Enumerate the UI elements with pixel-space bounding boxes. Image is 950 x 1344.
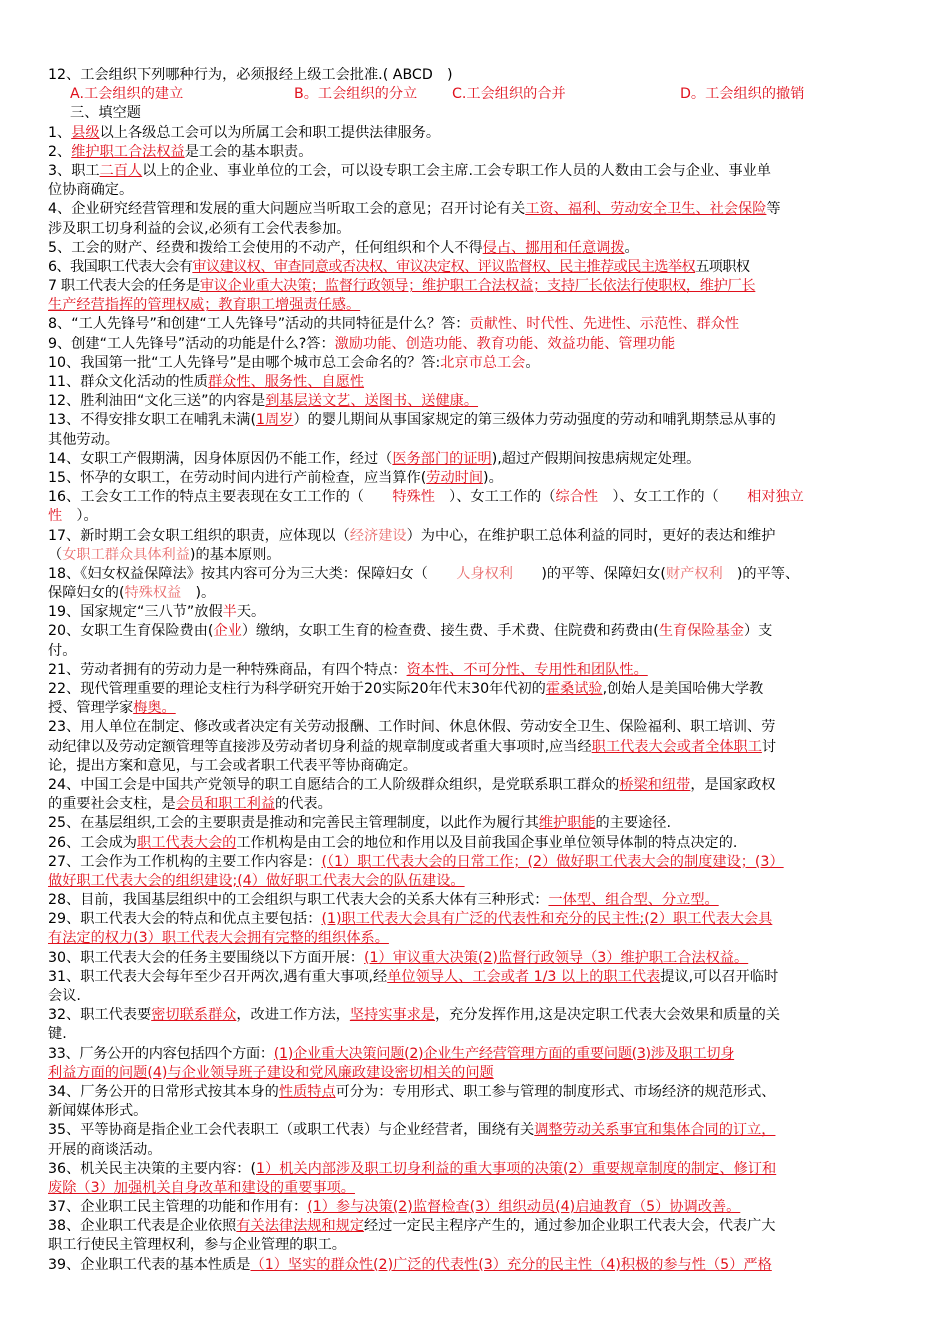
question-text: 会议. [48, 988, 81, 1004]
item-4 [48, 200, 908, 219]
answer-text: 废除（3）加强机关自身改革和建设的重要事项。 [48, 1179, 355, 1196]
question-text: ）。 [62, 508, 98, 525]
item-33 [48, 1045, 908, 1064]
answer-text: 职工代表大会的 [137, 834, 237, 851]
item-19 [48, 603, 908, 622]
question-text: 12、工会组织下列哪种行为，必须报经上级工会批准.( ABCD ) [48, 67, 453, 83]
question-text: 22、现代管理重要的理论支柱行为科学研究开始于20实际20年代末30年代初的 [48, 681, 546, 697]
item-25 [48, 814, 908, 833]
question-text: ）、女工工作的（ [598, 489, 748, 506]
question-text: 16、工会女工工作的特点主要表现在女工工作的（ [48, 489, 393, 506]
item-29-cont [48, 929, 908, 948]
question-text: 11、群众文化活动的性质 [48, 374, 208, 390]
option-d: D。工会组织的撤销 [680, 86, 805, 103]
item-4-cont [48, 220, 908, 239]
item-16 [48, 488, 908, 507]
item-27-cont [48, 872, 908, 891]
question-text: 3、职工 [48, 162, 100, 179]
item-23-cont [48, 738, 908, 757]
question-text: 31、职工代表大会每年至少召开两次,遇有重大事项,经 [48, 968, 388, 985]
answer-text: 激励功能、创造功能、教育功能、效益功能、管理功能 [334, 335, 676, 352]
item-11 [48, 373, 908, 392]
question-text: 15、怀孕的女职工，在劳动时间内进行产前检查，应当算作( [48, 469, 427, 486]
answer-text: (（1）职工代表大会的日常工作；(2）做好职工代表大会的制度建设；(3） [321, 853, 784, 870]
question-text: 其他劳动。 [48, 431, 119, 448]
question-text: 9、创建“工人先锋号”活动的功能是什么?答： [48, 335, 335, 352]
item-31-cont [48, 987, 908, 1006]
answer-text: 性 [48, 508, 63, 525]
answer-text: 贡献性、时代性、先进性、示范性、群众性 [469, 316, 740, 333]
answer-text: 群众性、服务性、自愿性 [207, 374, 365, 390]
answer-text: 劳动时间 [426, 469, 484, 486]
option-c: C.工会组织的合并 [452, 86, 566, 103]
item-38 [48, 1217, 908, 1236]
question-text: 讨 [761, 738, 777, 755]
answer-text: (1)职工代表大会具有广泛的代表性和充分的民主性;(2）职工代表大会具 [321, 911, 773, 928]
question-text: 新闻媒体形式。 [48, 1103, 148, 1120]
question-text: 4、企业研究经营管理和发展的重大问题应当听取工会的意见；召开讨论有关 [48, 201, 526, 218]
option-a: A.工会组织的建立 [70, 86, 184, 103]
question-text: 14、女职工产假期满，因身体原因仍不能工作，经过（ [48, 450, 393, 467]
answer-text: （1）坚实的群众性(2)广泛的代表性(3）充分的民主性（4)积极的参与性（5）严格 [250, 1256, 772, 1273]
question-text: 29、职工代表大会的特点和优点主要包括： [48, 911, 322, 928]
question-text: 职工行使民主管理权利，参与企业管理的职工。 [48, 1237, 346, 1254]
item-2 [48, 143, 908, 162]
question-text: 24、中国工会是中国共产党领导的职工自愿结合的工人阶级群众组织，是党联系职工群众的 [48, 776, 620, 793]
question-text: 20、女职工生育保险费由( [48, 623, 214, 640]
item-20-cont [48, 642, 908, 661]
item-38-cont [48, 1236, 908, 1255]
answer-text: 一体型、组合型、分立型。 [548, 892, 719, 909]
question-text: 位协商确定。 [48, 182, 134, 199]
question-text: 38、企业职工代表是企业依照 [48, 1218, 237, 1235]
question-text: 五项职权 [695, 258, 750, 275]
item-1 [48, 124, 908, 143]
question-text: 34、厂务公开的日常形式按其本身的 [48, 1083, 279, 1100]
item-12 [48, 392, 908, 411]
item-10 [48, 354, 908, 373]
question-text: 。 [525, 354, 540, 371]
item-26 [48, 834, 908, 853]
question-text: 33、厂务公开的内容包括四个方面： [48, 1045, 274, 1062]
question-12-stem [48, 66, 908, 85]
item-3 [48, 162, 908, 181]
answer-text: 单位领导人、工会或者 1/3 以上的职工代表 [387, 968, 661, 985]
answer-text: 做好职工代表大会的组织建设;(4）做好职工代表大会的队伍建设。 [48, 872, 465, 889]
answer-text: 县级 [71, 124, 100, 141]
item-3-cont [48, 181, 908, 200]
item-16-cont [48, 507, 908, 526]
answer-text: 梅奥。 [133, 700, 176, 717]
answer-text: 维护职能 [538, 815, 596, 832]
question-text: ),超过产假期间按患病规定处理。 [491, 450, 701, 467]
question-text: 25、在基层组织,工会的主要职责是推动和完善民主管理制度，以此作为履行其 [48, 815, 539, 832]
item-21 [48, 661, 908, 680]
question-text: 等 [766, 201, 781, 218]
answer-text: 资本性、不可分性、专用性和团队性。 [406, 661, 648, 678]
item-8 [48, 315, 908, 334]
question-text: 动纪律以及劳动定额管理等直接涉及劳动者切身利益的规章制度或者重大事项时,应当经 [48, 738, 592, 755]
question-text: 的主要途径. [595, 815, 671, 832]
item-35-cont [48, 1141, 908, 1160]
answer-text: 会员和职工利益 [175, 796, 276, 813]
question-text: ）、女工工作的（ [434, 489, 556, 506]
question-text: ）支 [743, 623, 773, 640]
section-title: 三、填空题 [70, 105, 141, 122]
item-24 [48, 776, 908, 795]
question-text: 付。 [48, 642, 77, 659]
item-39 [48, 1256, 908, 1275]
item-17 [48, 527, 908, 546]
answer-text: 到基层送文艺、送图书、送健康。 [265, 393, 479, 410]
question-text: ,创始人是美国哈佛大学教 [602, 681, 764, 697]
answer-text: 特殊性 [392, 489, 435, 506]
answer-text: 职工代表大会或者全体职工 [591, 738, 762, 755]
answer-text: 有关法律法规和规定 [236, 1218, 365, 1235]
item-13 [48, 411, 908, 430]
item-23-cont2 [48, 757, 908, 776]
question-text: 的代表。 [275, 796, 332, 813]
answer-text: 性质特点 [278, 1083, 336, 1100]
item-13-cont [48, 431, 908, 450]
question-text: 天。 [236, 604, 266, 621]
item-31 [48, 968, 908, 987]
question-text: ，充分发挥作用,这是决定职工代表大会效果和质量的关 [434, 1007, 780, 1024]
answer-text: 调整劳动关系事宜和集体合同的订立， [534, 1122, 776, 1139]
question-text: 键. [48, 1026, 67, 1043]
answer-text: 综合性 [555, 489, 599, 506]
answer-text: 生产经营指挥的管理权威；教育职工增强责任感。 [48, 297, 361, 314]
question-text: 32、职工代表要 [48, 1007, 152, 1024]
question-text: 经过一定民主程序产生的，通过参加企业职工代表大会，代表广大 [364, 1218, 776, 1235]
answer-text: 利益方面的问题(4)与企业领导班子建设和党风廉政建设密切相关的问题 [48, 1064, 494, 1081]
answer-text: 侵占、挪用和任意调拨 [482, 239, 625, 256]
answer-text: 企业 [213, 623, 242, 640]
question-text: 23、用人单位在制定、修改或者决定有关劳动报酬、工作时间、休息休假、劳动安全卫生、保险福利、职工培训、劳 [48, 719, 776, 736]
question-text: 6、我国职工代表大会有 [48, 258, 193, 275]
item-20 [48, 622, 908, 641]
item-17-cont [48, 546, 908, 565]
question-text: 是工会的基本职责。 [184, 143, 313, 160]
answer-text: 二百人 [99, 162, 143, 179]
item-6 [48, 258, 908, 277]
question-text: 36、机关民主决策的主要内容：( [48, 1160, 257, 1177]
answer-text: (1）审议重大决策(2)监督行政领导（3）维护职工合法权益。 [364, 949, 749, 966]
question-text: )。 [181, 585, 216, 602]
item-7-cont [48, 296, 908, 315]
answer-text: 桥梁和纽带 [619, 776, 691, 793]
question-text: ）缴纳，女职工生育的检查费、接生费、手术费、住院费和药费由( [241, 623, 659, 640]
question-text: 17、新时期工会女职工组织的职责，应体现以（ [48, 527, 350, 544]
answer-text: 审议企业重大决策；监督行政领导；维护职工合法权益；支持厂长依法行使职权，维护厂长 [199, 278, 756, 295]
item-14 [48, 450, 908, 469]
item-28 [48, 891, 908, 910]
question-text: 保障妇女的( [48, 585, 125, 602]
question-text: 1、 [48, 124, 72, 141]
question-text: 。 [624, 239, 639, 256]
item-7 [48, 277, 908, 296]
answer-text: 人身权利 [456, 565, 513, 582]
answer-text: 密切联系群众 [151, 1007, 237, 1024]
item-5 [48, 239, 908, 258]
item-30 [48, 949, 908, 968]
question-text: )的平等、保障妇女( [512, 565, 666, 582]
question-text: ）为中心，在维护职工总体利益的同时，更好的表达和维护 [406, 527, 776, 544]
item-36-cont [48, 1179, 908, 1198]
question-text: ，改进工作方法， [236, 1007, 350, 1024]
question-text: 27、工会作为工作机构的主要工作内容是： [48, 853, 322, 870]
item-32 [48, 1006, 908, 1025]
item-23 [48, 718, 908, 737]
item-34-cont [48, 1102, 908, 1121]
question-text: 开展的商谈活动。 [48, 1141, 162, 1158]
answer-text: 审议建议权、审查同意或否决权、审议决定权、评议监督权、民主推荐或民主选举权 [192, 258, 696, 275]
item-18-cont [48, 584, 908, 603]
answer-text: 坚持实事求是 [349, 1007, 435, 1024]
question-text: 35、平等协商是指企业工会代表职工（或职工代表）与企业经营者，围绕有关 [48, 1122, 535, 1139]
answer-text: 特殊权益 [124, 585, 182, 602]
answer-text: 有法定的权力(3）职工代表大会拥有完整的组织体系。 [48, 930, 389, 947]
question-text: 2、 [48, 143, 72, 160]
item-22 [48, 680, 908, 699]
answer-text: 1）机关内部涉及职工切身利益的重大事项的决策(2）重要规章制度的制定、修订和 [256, 1160, 777, 1177]
item-34 [48, 1083, 908, 1102]
question-text: ）的婴儿期间从事国家规定的第三级体力劳动强度的劳动和哺乳期禁忌从事的 [293, 412, 776, 429]
question-text: 18、《妇女权益保障法》按其内容可分为三大类：保障妇女（ [48, 565, 457, 582]
question-text: 工作机构是由工会的地位和作用以及目前我国企事业单位领导体制的特点决定的. [236, 834, 738, 851]
question-text: 以上各级总工会可以为所属工会和职工提供法律服务。 [99, 124, 441, 141]
question-text: 的重要社会支柱，是 [48, 796, 176, 813]
item-32-cont [48, 1025, 908, 1044]
item-9 [48, 335, 908, 354]
item-29 [48, 910, 908, 929]
answer-text: 财产权利 [665, 565, 723, 582]
question-text: （ [48, 546, 63, 563]
question-text: 提议,可以召开临时 [660, 968, 779, 985]
question-text: 39、企业职工代表的基本性质是 [48, 1256, 251, 1273]
answer-text: (1）参与决策(2)监督检查(3）组织动员(4)启迪教育（5）协调改善。 [307, 1199, 741, 1216]
question-text: 授、管理学家 [48, 700, 134, 717]
answer-text: 女职工群众具体利益 [62, 546, 190, 563]
question-text: 26、工会成为 [48, 834, 137, 851]
question-text: 8、“工人先锋号”和创建“工人先锋号”活动的共同特征是什么？答： [48, 316, 470, 333]
question-text: 以上的企业、事业单位的工会，可以设专职工会主席.工会专职工作人员的人数由工会与企业、事业单 [142, 162, 771, 179]
item-35 [48, 1121, 908, 1140]
answer-text: (1)企业重大决策问题(2)企业生产经营管理方面的重要问题(3)涉及职工切身 [273, 1045, 735, 1062]
question-text: )的基本原则。 [189, 546, 281, 563]
item-37 [48, 1198, 908, 1217]
item-22-cont [48, 699, 908, 718]
item-27 [48, 853, 908, 872]
question-text: 5、工会的财产、经费和拨给工会使用的不动产，任何组织和个人不得 [48, 239, 483, 256]
question-text: ，是国家政权 [690, 776, 776, 793]
item-18 [48, 565, 908, 584]
document-page [48, 66, 908, 1275]
question-text: 可分为：专用形式、职工参与管理的制度形式、市场经济的规范形式、 [335, 1083, 776, 1100]
question-text: 37、企业职工民主管理的功能和作用有： [48, 1199, 308, 1216]
answer-text: 经济建设 [349, 527, 407, 544]
question-text: 论，提出方案和意见，与工会或者职工代表平等协商确定。 [48, 757, 417, 774]
answer-text: 北京市总工会 [440, 354, 526, 371]
question-text: 21、劳动者拥有的劳动力是一种特殊商品，有四个特点： [48, 661, 407, 678]
answer-text: 工资、福利、劳动安全卫生、社会保险 [525, 201, 767, 218]
answer-text: 相对独立 [747, 489, 804, 506]
item-24-cont [48, 795, 908, 814]
option-b: B。工会组织的分立 [294, 86, 418, 103]
answer-text: 生育保险基金 [658, 623, 744, 640]
answer-text: 半 [222, 604, 237, 621]
question-text: 10、我国第一批“工人先锋号”是由哪个城市总工会命名的？答: [48, 354, 441, 371]
item-15 [48, 469, 908, 488]
question-text: 28、目前，我国基层组织中的工会组织与职工代表大会的关系大体有三种形式： [48, 892, 549, 909]
item-36 [48, 1160, 908, 1179]
answer-text: 医务部门的证明 [392, 450, 492, 467]
question-text: )的平等、 [722, 565, 800, 582]
answer-text: 维护职工合法权益 [71, 143, 185, 160]
question-12-options [48, 85, 908, 104]
question-text: 30、职工代表大会的任务主要围绕以下方面开展： [48, 949, 364, 966]
question-text: 7 职工代表大会的任务是 [48, 278, 200, 295]
question-text: )。 [483, 469, 503, 486]
item-33-cont [48, 1064, 908, 1083]
question-text: 13、不得安排女职工在哺乳未满( [48, 412, 257, 429]
question-text: 涉及职工切身利益的会议,必须有工会代表参加。 [48, 220, 351, 237]
answer-text: 霍桑试验 [545, 681, 603, 697]
question-text: 12、胜利油田“文化三送”的内容是 [48, 393, 266, 410]
question-text: 19、国家规定“三八节”放假 [48, 604, 223, 621]
answer-text: 1周岁 [256, 412, 294, 429]
